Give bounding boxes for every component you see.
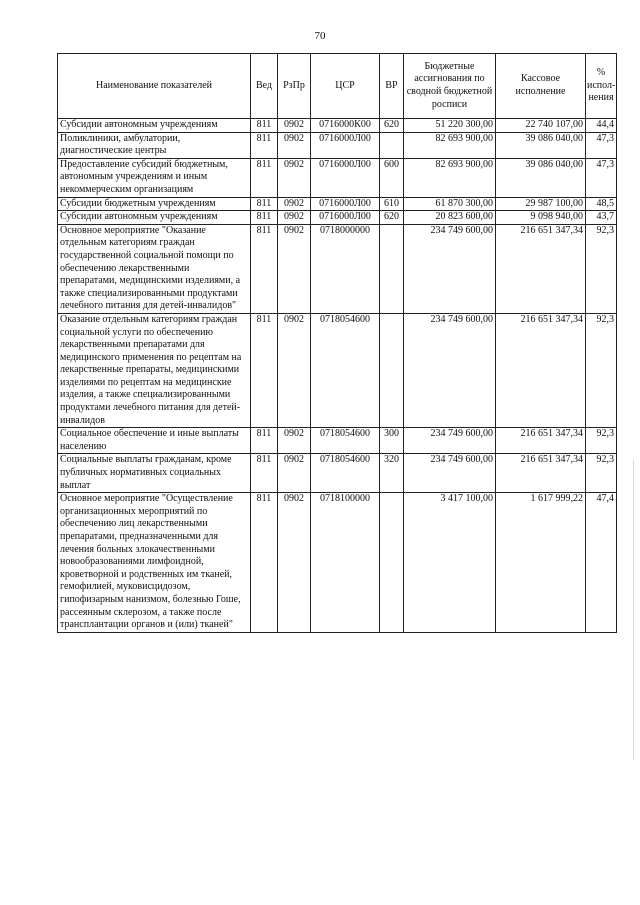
cell-ved: 811 <box>251 454 278 493</box>
table-row <box>58 211 617 225</box>
cell-csr: 0718100000 <box>311 493 380 633</box>
cell-rzpr: 0902 <box>278 158 311 197</box>
cell-cash: 9 098 940,00 <box>496 211 586 225</box>
cell-vr: 320 <box>380 454 404 493</box>
cell-cash: 39 086 040,00 <box>496 158 586 197</box>
cell-pct: 43,7 <box>586 211 617 225</box>
cell-vr <box>380 224 404 313</box>
cell-ved: 811 <box>251 197 278 211</box>
cell-csr: 0716000Л00 <box>311 211 380 225</box>
cell-pct: 47,4 <box>586 493 617 633</box>
table-row <box>58 119 617 133</box>
cell-budget: 234 749 600,00 <box>404 454 496 493</box>
cell-ved: 811 <box>251 428 278 454</box>
budget-execution-table <box>57 53 617 633</box>
cell-cash: 216 651 347,34 <box>496 224 586 313</box>
cell-ved: 811 <box>251 493 278 633</box>
header-pct: % испол-нения <box>586 54 617 119</box>
header-name: Наименование показателей <box>58 54 251 119</box>
cell-vr: 600 <box>380 158 404 197</box>
cell-rzpr: 0902 <box>278 211 311 225</box>
cell-name: Субсидии бюджетным учреждениям <box>58 197 251 211</box>
cell-budget: 61 870 300,00 <box>404 197 496 211</box>
cell-vr: 610 <box>380 197 404 211</box>
cell-rzpr: 0902 <box>278 454 311 493</box>
cell-pct: 92,3 <box>586 313 617 427</box>
cell-csr: 0716000Л00 <box>311 132 380 158</box>
cell-rzpr: 0902 <box>278 197 311 211</box>
cell-csr: 0718054600 <box>311 454 380 493</box>
cell-budget: 234 749 600,00 <box>404 313 496 427</box>
table-row <box>58 158 617 197</box>
table-row <box>58 313 617 427</box>
cell-cash: 29 987 100,00 <box>496 197 586 211</box>
header-cash: Кассовое исполнение <box>496 54 586 119</box>
cell-name: Субсидии автономным учреждениям <box>58 119 251 133</box>
cell-pct: 92,3 <box>586 454 617 493</box>
cell-rzpr: 0902 <box>278 132 311 158</box>
header-ved: Вед <box>251 54 278 119</box>
cell-name: Оказание отдельным категориям граждан социальной услуги по обеспечению лекарственными препаратами для медицинского применения по рецептам на лекарственные препараты, медицинскими изделиями по рецептам на медицинские изделия, а также специализированными продуктами лечебного питания для детей-инвалидов <box>58 313 251 427</box>
cell-name: Основное мероприятие "Осуществление организационных мероприятий по обеспечению лиц лекарственными препаратами, предназначенными для лечения больных злокачественными новообразованиями лимфоидной, кроветворной и родственных им тканей, гемофилией, муковисцидозом, гипофизарным нанизмом, болезнью Гоше, рассеянным склерозом, а также после трансплантации органов и (или) тканей" <box>58 493 251 633</box>
cell-cash: 39 086 040,00 <box>496 132 586 158</box>
cell-csr: 0718000000 <box>311 224 380 313</box>
cell-vr: 620 <box>380 119 404 133</box>
cell-budget: 82 693 900,00 <box>404 158 496 197</box>
header-budget: Бюджетные ассигнования по сводной бюджетной росписи <box>404 54 496 119</box>
cell-name: Социальные выплаты гражданам, кроме публичных нормативных социальных выплат <box>58 454 251 493</box>
cell-rzpr: 0902 <box>278 313 311 427</box>
cell-name: Предоставление субсидий бюджетным, автономным учреждениям и иным некоммерческим организациям <box>58 158 251 197</box>
cell-vr <box>380 313 404 427</box>
cell-csr: 0718054600 <box>311 313 380 427</box>
cell-cash: 216 651 347,34 <box>496 428 586 454</box>
cell-cash: 22 740 107,00 <box>496 119 586 133</box>
cell-name: Основное мероприятие "Оказание отдельным категориям граждан государственной социальной помощи по обеспечению лекарственными препаратами, медицинскими изделиями, а также специализированными продуктами лечебного питания для детей-инвалидов" <box>58 224 251 313</box>
cell-pct: 44,4 <box>586 119 617 133</box>
cell-ved: 811 <box>251 158 278 197</box>
scan-edge-line <box>633 460 634 760</box>
cell-name: Субсидии автономным учреждениям <box>58 211 251 225</box>
cell-ved: 811 <box>251 313 278 427</box>
table-row <box>58 132 617 158</box>
cell-budget: 20 823 600,00 <box>404 211 496 225</box>
table-header-row <box>58 54 617 119</box>
cell-rzpr: 0902 <box>278 224 311 313</box>
cell-name: Социальное обеспечение и иные выплаты населению <box>58 428 251 454</box>
cell-budget: 51 220 300,00 <box>404 119 496 133</box>
table-row <box>58 197 617 211</box>
cell-rzpr: 0902 <box>278 428 311 454</box>
table-row <box>58 428 617 454</box>
cell-budget: 3 417 100,00 <box>404 493 496 633</box>
cell-cash: 216 651 347,34 <box>496 454 586 493</box>
cell-cash: 216 651 347,34 <box>496 313 586 427</box>
page-number: 70 <box>314 30 326 42</box>
cell-name: Поликлиники, амбулатории, диагностические центры <box>58 132 251 158</box>
cell-budget: 234 749 600,00 <box>404 428 496 454</box>
cell-csr: 0718054600 <box>311 428 380 454</box>
cell-ved: 811 <box>251 211 278 225</box>
cell-csr: 0716000К00 <box>311 119 380 133</box>
cell-csr: 0716000Л00 <box>311 158 380 197</box>
cell-pct: 48,5 <box>586 197 617 211</box>
cell-ved: 811 <box>251 132 278 158</box>
cell-ved: 811 <box>251 119 278 133</box>
cell-pct: 47,3 <box>586 158 617 197</box>
header-rzpr: РзПр <box>278 54 311 119</box>
cell-rzpr: 0902 <box>278 493 311 633</box>
header-vr: ВР <box>380 54 404 119</box>
cell-budget: 82 693 900,00 <box>404 132 496 158</box>
cell-pct: 47,3 <box>586 132 617 158</box>
table-row <box>58 454 617 493</box>
cell-vr: 300 <box>380 428 404 454</box>
table-row <box>58 493 617 633</box>
cell-ved: 811 <box>251 224 278 313</box>
cell-vr: 620 <box>380 211 404 225</box>
cell-pct: 92,3 <box>586 224 617 313</box>
table-body <box>58 119 617 633</box>
cell-vr <box>380 493 404 633</box>
cell-vr <box>380 132 404 158</box>
cell-cash: 1 617 999,22 <box>496 493 586 633</box>
cell-csr: 0716000Л00 <box>311 197 380 211</box>
header-csr: ЦСР <box>311 54 380 119</box>
cell-pct: 92,3 <box>586 428 617 454</box>
cell-budget: 234 749 600,00 <box>404 224 496 313</box>
cell-rzpr: 0902 <box>278 119 311 133</box>
table-row <box>58 224 617 313</box>
